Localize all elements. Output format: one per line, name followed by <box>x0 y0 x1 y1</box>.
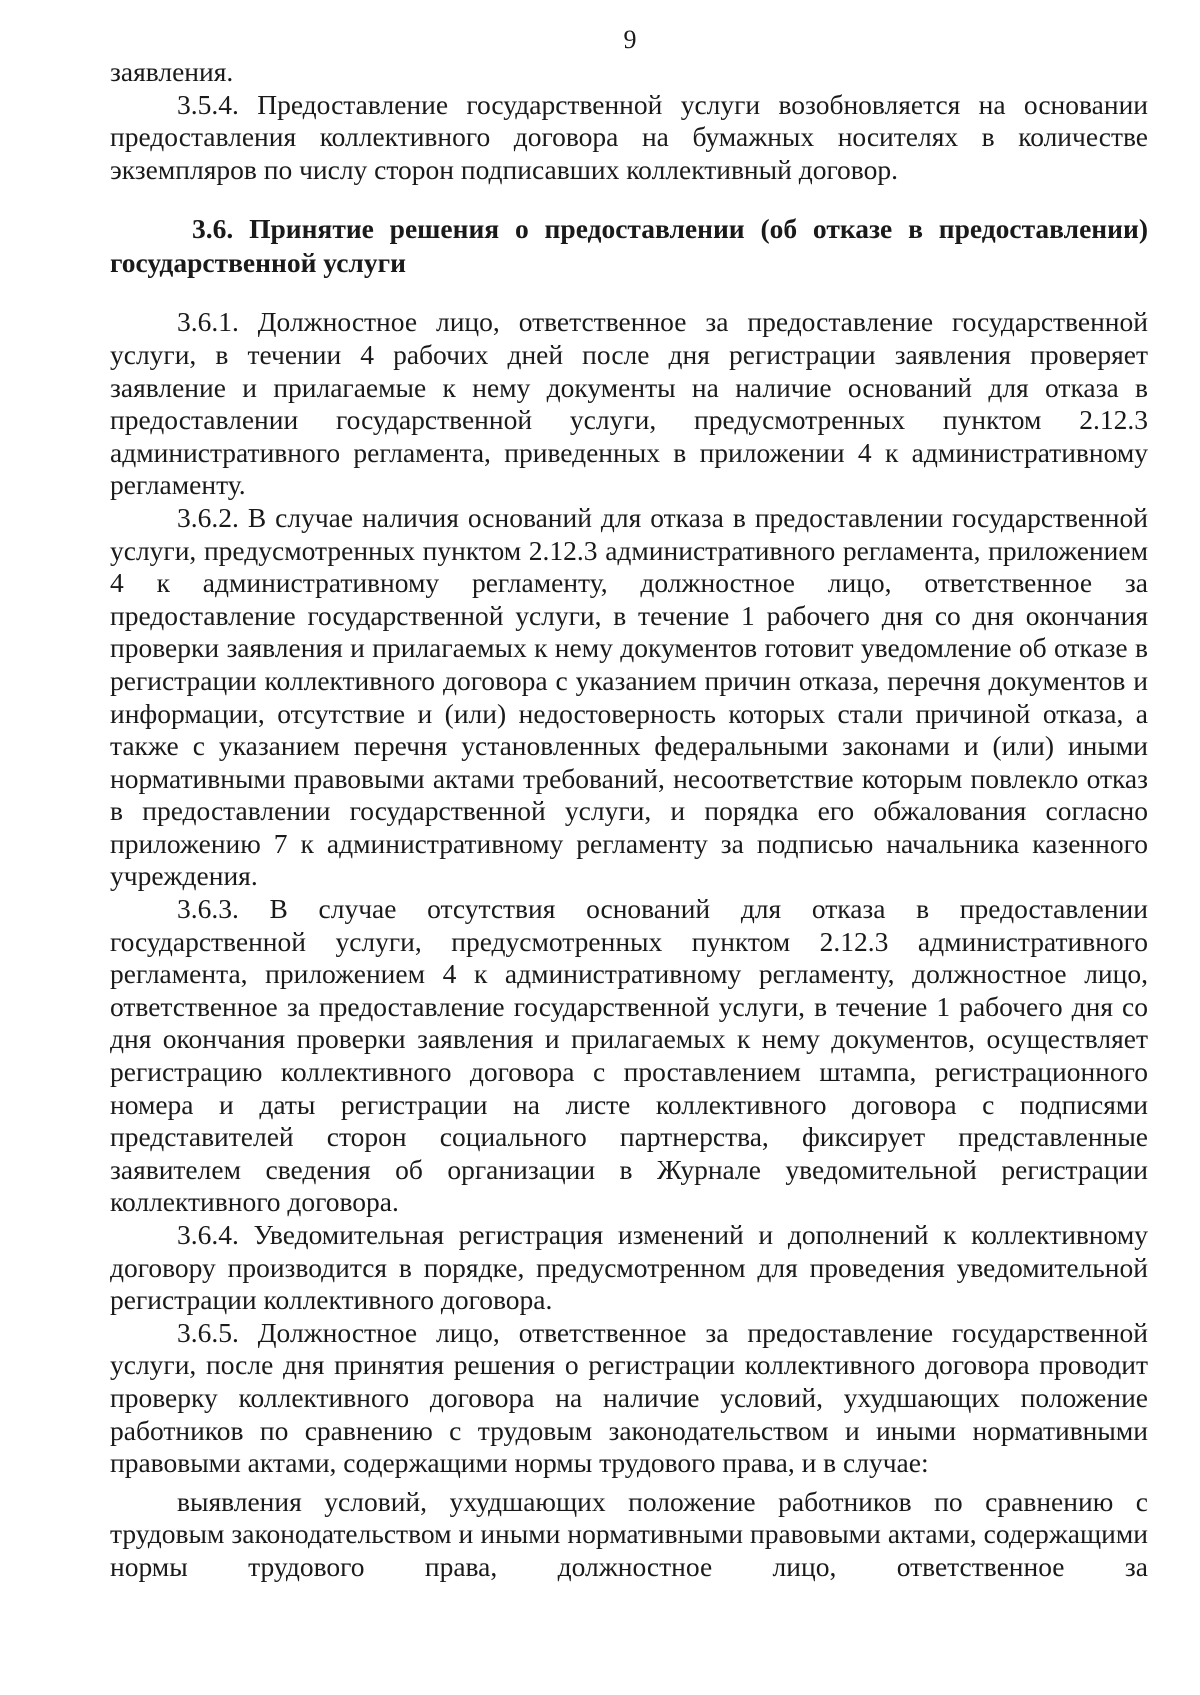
paragraph-violation-case: выявления условий, ухудшающих положение работников по сравнению с трудовым законодательством и иными нормативными правовыми актами, содержащими нормы трудового права, должностное лицо, ответственное за <box>110 1485 1148 1582</box>
paragraph-3-6-3: 3.6.3. В случае отсутствия оснований для отказа в предоставлении государственной услуги, предусмотренных пунктом 2.12.3 административного регламента, приложением 4 к административному регламенту, должностное лицо, ответственное за предоставление государственной услуги, в течение 1 рабочего дня со дня окончания проверки заявления и прилагаемых к нему документов, осуществляет регистрацию коллективного договора с проставлением штампа, регистрационного номера и даты регистрации на листе коллективного договора с подписями представителей сторон социального партнерства, фиксирует представленные заявителем сведения об организации в Журнале уведомительной регистрации коллективного договора. <box>110 893 1148 1218</box>
section-heading-3-6: 3.6. Принятие решения о предоставлении (об отказе в предоставлении) государственной услуги <box>110 213 1148 279</box>
paragraph-3-6-5: 3.6.5. Должностное лицо, ответственное за предоставление государственной услуги, после дня принятия решения о регистрации коллективного договора проводит проверку коллективного договора на наличие условий, ухудшающих положение работников по сравнению с трудовым законодательством и иными нормативными правовыми актами, содержащими нормы трудового права, и в случае: <box>110 1316 1148 1479</box>
paragraph-continuation: заявления. <box>110 56 234 87</box>
document-body <box>110 56 1148 1584</box>
paragraph-3-5-4: 3.5.4. Предоставление государственной услуги возобновляется на основании предоставления коллективного договора на бумажных носителях в количестве экземпляров по числу сторон подписавших коллективный договор. <box>110 88 1148 185</box>
paragraph-3-6-2: 3.6.2. В случае наличия оснований для отказа в предоставлении государственной услуги, предусмотренных пунктом 2.12.3 административного регламента, приложением 4 к административному регламенту, должностное лицо, ответственное за предоставление государственной услуги, в течение 1 рабочего дня со дня окончания проверки заявления и прилагаемых к нему документов готовит уведомление об отказе в регистрации коллективного договора с указанием причин отказа, перечня документов и информации, отсутствие и (или) недостоверность которых стали причиной отказа, а также с указанием перечня установленных федеральными законами и (или) иными нормативными правовыми актами требований, несоответствие которым повлекло отказ в предоставлении государственной услуги, и порядка его обжалования согласно приложению 7 к административному регламенту за подписью начальника казенного учреждения. <box>110 501 1148 892</box>
paragraph-3-6-1: 3.6.1. Должностное лицо, ответственное за предоставление государственной услуги, в течении 4 рабочих дней после дня регистрации заявления проверяет заявление и прилагаемые к нему документы на наличие оснований для отказа в предоставлении государственной услуги, предусмотренных пунктом 2.12.3 административного регламента, приведенных в приложении 4 к административному регламенту. <box>110 306 1148 501</box>
paragraph-3-6-4: 3.6.4. Уведомительная регистрация изменений и дополнений к коллективному договору производится в порядке, предусмотренном для проведения уведомительной регистрации коллективного договора. <box>110 1219 1148 1316</box>
page-number: 9 <box>623 25 637 54</box>
